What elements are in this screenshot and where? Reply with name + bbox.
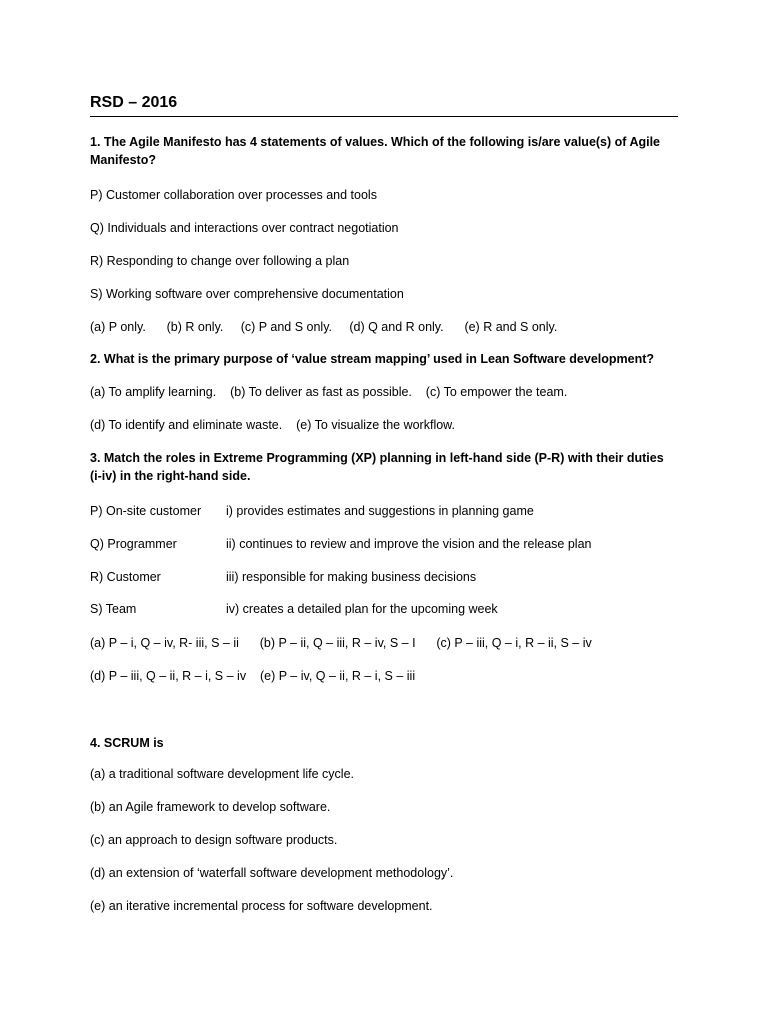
q3-role: S) Team [90,602,137,616]
q4-option-b: (b) an Agile framework to develop software. [90,800,331,814]
q3-duty: iv) creates a detailed plan for the upcoming week [226,602,498,616]
q4-option-a: (a) a traditional software development life cycle. [90,767,355,781]
q3-duty: iii) responsible for making business decisions [226,570,477,584]
q3-row [90,502,678,520]
q3-role: P) On-site customer [90,504,202,518]
q1-item-r: R) Responding to change over following a plan [90,254,350,268]
question-3-text: 3. Match the roles in Extreme Programming (XP) planning in left-hand side (P-R) with their duties (i-iv) in the right-hand side. [90,451,664,483]
title-divider [90,116,678,117]
document-title: RSD – 2016 [90,94,178,111]
q3-row [90,535,678,553]
q3-options-line-2: (d) P – iii, Q – ii, R – i, S – iv (e) P – iv, Q – ii, R – i, S – iii [90,669,416,683]
q2-options-line-1: (a) To amplify learning. (b) To deliver as fast as possible. (c) To empower the team. [90,385,568,399]
q4-option-c: (c) an approach to design software products. [90,833,338,847]
question-4-text: 4. SCRUM is [90,736,164,750]
q3-row [90,600,678,618]
q1-item-p: P) Customer collaboration over processes and tools [90,188,377,202]
q4-option-e: (e) an iterative incremental process for software development. [90,899,433,913]
q1-options: (a) P only. (b) R only. (c) P and S only. (d) Q and R only. (e) R and S only. [90,320,558,334]
q4-option-d: (d) an extension of ‘waterfall software development methodology’. [90,866,454,880]
question-2-text: 2. What is the primary purpose of ‘value stream mapping’ used in Lean Software development? [90,352,655,366]
q3-row [90,568,678,586]
q2-options-line-2: (d) To identify and eliminate waste. (e) To visualize the workflow. [90,418,455,432]
q3-duty: ii) continues to review and improve the vision and the release plan [226,537,592,551]
q3-duty: i) provides estimates and suggestions in planning game [226,504,534,518]
q1-item-q: Q) Individuals and interactions over contract negotiation [90,221,399,235]
q1-item-s: S) Working software over comprehensive documentation [90,287,404,301]
question-1-text: 1. The Agile Manifesto has 4 statements of values. Which of the following is/are value(s) of Agile Manifesto? [90,135,661,167]
q3-role: Q) Programmer [90,537,177,551]
q3-role: R) Customer [90,570,161,584]
q3-options-line-1: (a) P – i, Q – iv, R- iii, S – ii (b) P – ii, Q – iii, R – iv, S – I (c) P – iii, Q – i, R – ii, S – iv [90,636,592,650]
